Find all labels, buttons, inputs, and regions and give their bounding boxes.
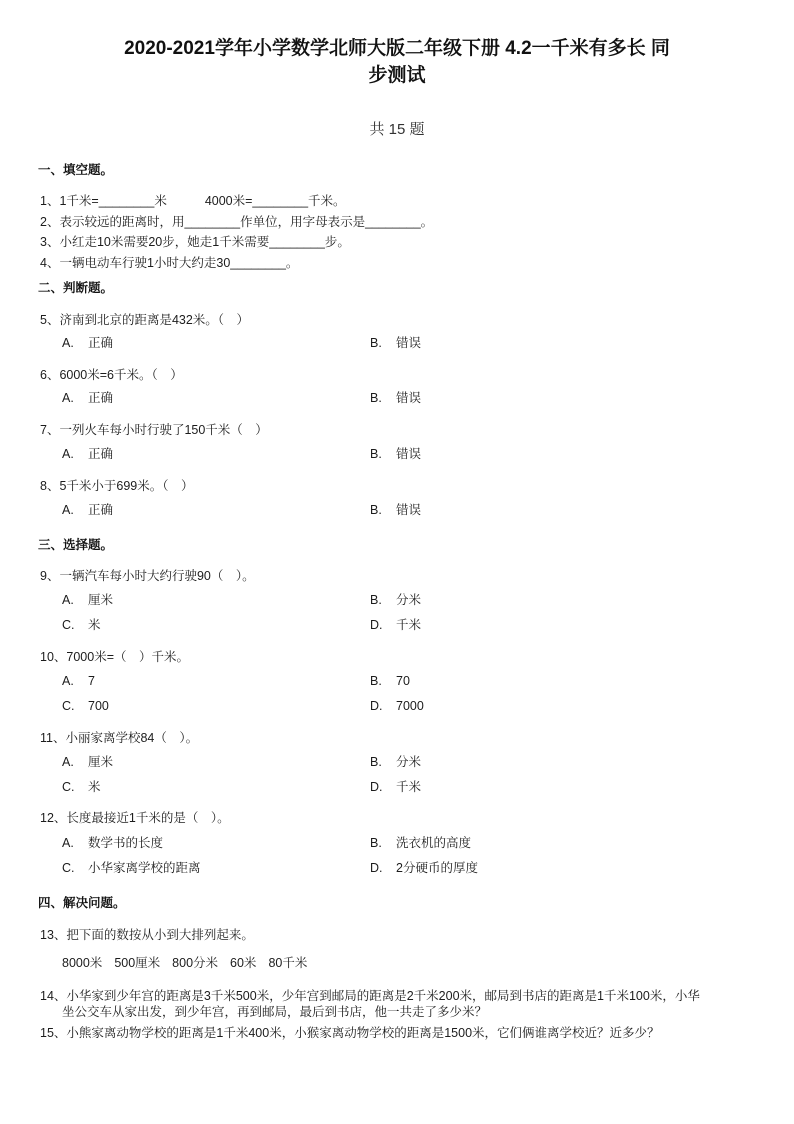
option-letter: B. bbox=[370, 755, 382, 769]
option-text: 错误 bbox=[396, 336, 422, 350]
option-d bbox=[370, 859, 478, 877]
question-4 bbox=[40, 254, 298, 272]
option-text: 米 bbox=[88, 780, 101, 794]
option-text: 正确 bbox=[88, 447, 114, 461]
option-text: 7000 bbox=[396, 699, 424, 713]
option-letter: A. bbox=[62, 593, 74, 607]
option-text: 小华家离学校的距离 bbox=[88, 861, 201, 875]
option-c bbox=[62, 778, 101, 796]
option-letter: A. bbox=[62, 503, 74, 517]
option-letter: A. bbox=[62, 447, 74, 461]
option-text: 错误 bbox=[396, 391, 422, 405]
option-row bbox=[0, 445, 794, 463]
value-item: 8000米 bbox=[62, 956, 103, 970]
option-letter: C. bbox=[62, 618, 75, 632]
question-11 bbox=[40, 729, 198, 747]
section-heading-word-problems: 四、解决问题。 bbox=[38, 896, 126, 910]
option-b bbox=[370, 334, 421, 352]
question-text: 5千米小于699米。（ ） bbox=[59, 479, 194, 493]
question-5 bbox=[40, 311, 249, 329]
option-text: 错误 bbox=[396, 447, 422, 461]
question-number: 12、 bbox=[40, 811, 67, 825]
section-heading-multiple-choice: 三、选择题。 bbox=[38, 538, 114, 552]
question-text: 一列火车每小时行驶了150千米（ ） bbox=[59, 423, 268, 437]
question-number: 6、 bbox=[40, 368, 60, 382]
option-text: 千米 bbox=[396, 618, 422, 632]
question-9 bbox=[40, 567, 255, 585]
option-row bbox=[0, 697, 794, 715]
option-letter: A. bbox=[62, 336, 74, 350]
option-a bbox=[62, 591, 113, 609]
question-number: 5、 bbox=[40, 313, 60, 327]
question-15 bbox=[40, 1024, 660, 1042]
option-letter: A. bbox=[62, 836, 74, 850]
option-row bbox=[0, 389, 794, 407]
option-text: 米 bbox=[88, 618, 101, 632]
option-a bbox=[62, 753, 113, 771]
option-d bbox=[370, 697, 424, 715]
option-letter: B. bbox=[370, 674, 382, 688]
worksheet-title bbox=[0, 35, 794, 89]
option-text: 厘米 bbox=[88, 755, 114, 769]
question-7 bbox=[40, 421, 268, 439]
option-text: 错误 bbox=[396, 503, 422, 517]
question-14-continuation: 坐公交车从家出发，到少年宫，再到邮局，最后到书店，他一共走了多少米？ bbox=[62, 1005, 488, 1019]
value-item: 800分米 bbox=[172, 956, 219, 970]
option-c bbox=[62, 697, 109, 715]
option-text: 洗衣机的高度 bbox=[396, 836, 472, 850]
option-row bbox=[0, 859, 794, 877]
value-item: 60米 bbox=[230, 956, 257, 970]
option-letter: C. bbox=[62, 699, 75, 713]
option-text: 千米 bbox=[396, 780, 422, 794]
question-text: 7000米=（ ）千米。 bbox=[66, 650, 190, 664]
question-text: 6000米=6千米。（ ） bbox=[59, 368, 183, 382]
question-text: 小红走10米需要20步，她走1千米需要________步。 bbox=[59, 235, 350, 249]
option-text: 数学书的长度 bbox=[88, 836, 164, 850]
option-a bbox=[62, 334, 113, 352]
question-2 bbox=[40, 213, 433, 231]
option-b bbox=[370, 834, 471, 852]
value-list bbox=[62, 954, 319, 972]
question-text: 一辆电动车行驶1小时大约走30________。 bbox=[59, 256, 299, 270]
option-a bbox=[62, 389, 113, 407]
option-b bbox=[370, 753, 421, 771]
question-text: 4000米=________千米。 bbox=[204, 194, 346, 208]
question-text: 长度最接近1千米的是（ ）。 bbox=[66, 811, 230, 825]
option-row bbox=[0, 616, 794, 634]
option-row bbox=[0, 672, 794, 690]
question-1 bbox=[40, 192, 346, 210]
option-row bbox=[0, 778, 794, 796]
question-number: 9、 bbox=[40, 569, 60, 583]
question-text: 小熊家离动物学校的距离是1千米400米，小猴家离动物学校的距离是1500米，它们俩谁离学校近？近多少？ bbox=[66, 1026, 660, 1040]
question-text: 小华家到少年宫的距离是3千米500米，少年宫到邮局的距离是2千米200米，邮局到书店的距离是1千米100米，小华 bbox=[66, 989, 700, 1003]
question-number: 3、 bbox=[40, 235, 60, 249]
section-heading-fill-blank: 一、填空题。 bbox=[38, 163, 114, 177]
option-row bbox=[0, 591, 794, 609]
option-text: 正确 bbox=[88, 503, 114, 517]
title-line: 步测试 bbox=[368, 65, 426, 86]
option-text: 分米 bbox=[396, 755, 422, 769]
option-a bbox=[62, 501, 113, 519]
option-letter: D. bbox=[370, 780, 383, 794]
question-10 bbox=[40, 648, 189, 666]
option-letter: A. bbox=[62, 391, 74, 405]
option-letter: D. bbox=[370, 699, 383, 713]
option-b bbox=[370, 591, 421, 609]
question-12 bbox=[40, 809, 230, 827]
question-13 bbox=[40, 926, 254, 944]
option-text: 700 bbox=[88, 699, 109, 713]
question-number: 8、 bbox=[40, 479, 60, 493]
option-text: 厘米 bbox=[88, 593, 114, 607]
question-text: 把下面的数按从小到大排列起来。 bbox=[66, 928, 254, 942]
option-b bbox=[370, 389, 421, 407]
option-letter: B. bbox=[370, 836, 382, 850]
option-text: 7 bbox=[88, 674, 95, 688]
option-letter: B. bbox=[370, 503, 382, 517]
option-letter: D. bbox=[370, 861, 383, 875]
question-text: 小丽家离学校84（ ）。 bbox=[65, 731, 199, 745]
title-line: 2020-2021学年小学数学北师大版二年级下册 4.2一千米有多长 同 bbox=[124, 38, 670, 59]
question-number: 1、 bbox=[40, 194, 60, 208]
option-letter: B. bbox=[370, 447, 382, 461]
question-text: 1千米=________米 bbox=[59, 194, 167, 208]
option-a bbox=[62, 834, 163, 852]
option-letter: C. bbox=[62, 861, 75, 875]
option-letter: C. bbox=[62, 780, 75, 794]
option-a bbox=[62, 672, 95, 690]
option-b bbox=[370, 501, 421, 519]
option-d bbox=[370, 778, 421, 796]
option-row bbox=[0, 834, 794, 852]
option-row bbox=[0, 753, 794, 771]
question-number: 2、 bbox=[40, 215, 60, 229]
question-3 bbox=[40, 233, 350, 251]
question-6 bbox=[40, 366, 183, 384]
option-b bbox=[370, 445, 421, 463]
option-c bbox=[62, 616, 101, 634]
option-letter: B. bbox=[370, 391, 382, 405]
question-number: 10、 bbox=[40, 650, 67, 664]
question-number: 15、 bbox=[40, 1026, 67, 1040]
option-b bbox=[370, 672, 410, 690]
option-d bbox=[370, 616, 421, 634]
value-item: 500厘米 bbox=[114, 956, 161, 970]
section-heading-true-false: 二、判断题。 bbox=[38, 281, 114, 295]
question-text: 表示较远的距离时，用________作单位，用字母表示是________。 bbox=[59, 215, 434, 229]
question-8 bbox=[40, 477, 194, 495]
option-row bbox=[0, 501, 794, 519]
option-text: 正确 bbox=[88, 336, 114, 350]
question-number: 7、 bbox=[40, 423, 60, 437]
option-text: 正确 bbox=[88, 391, 114, 405]
option-text: 70 bbox=[396, 674, 410, 688]
question-count: 共 15 题 bbox=[369, 121, 425, 138]
option-letter: B. bbox=[370, 336, 382, 350]
option-a bbox=[62, 445, 113, 463]
option-letter: A. bbox=[62, 755, 74, 769]
value-item: 80千米 bbox=[268, 956, 308, 970]
option-letter: B. bbox=[370, 593, 382, 607]
option-c bbox=[62, 859, 201, 877]
option-text: 分米 bbox=[396, 593, 422, 607]
question-number: 11、 bbox=[40, 731, 66, 745]
option-text: 2分硬币的厚度 bbox=[396, 861, 478, 875]
question-text: 一辆汽车每小时大约行驶90（ ）。 bbox=[59, 569, 255, 583]
question-number: 14、 bbox=[40, 989, 67, 1003]
question-number: 4、 bbox=[40, 256, 60, 270]
question-text: 济南到北京的距离是432米。（ ） bbox=[59, 313, 250, 327]
option-row bbox=[0, 334, 794, 352]
option-letter: D. bbox=[370, 618, 383, 632]
question-number: 13、 bbox=[40, 928, 67, 942]
option-letter: A. bbox=[62, 674, 74, 688]
